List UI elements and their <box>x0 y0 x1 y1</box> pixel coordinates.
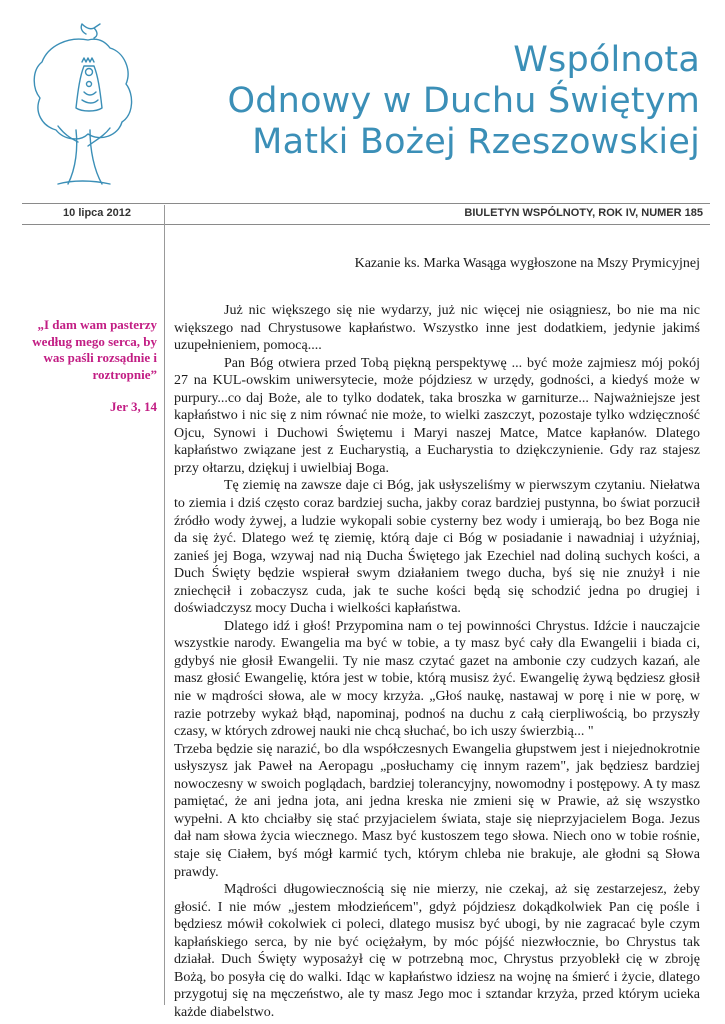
article-paragraph: Mądrości długowiecznością się nie mierzy, nie czekaj, aż się zestarzejesz, żeby głosić. I nie mów „jestem młodzieńcem", gdyż pójdziesz dokądkolwiek Pan cię pośle i będziesz mówił cokolwiek ci poleci, dlatego musisz być ubogi, by nie zagracać byle czym kapłańskiego serca, by nie być ociężałym, by móc pójść niezwłocznie, bo Chrystus tak działał. Duch Święty wyposażył cię w potrzebną moc, Chrystus przyoblekł cię w zbroję Bożą, bo posyła cię do walki. Idąc w kapłaństwo idziesz na wojnę na śmierć i życie, dlatego przygotuj się na męczeństwo, ale ty masz Jego moc i sztandar krzyża, przed którym ucieka każde diabelstwo. <box>174 882 700 1020</box>
masthead-title <box>180 40 700 163</box>
header-bottom-rule <box>22 224 710 225</box>
article-paragraph: Dlatego idź i głoś! Przypomina nam o tej powinności Chrystus. Idźcie i nauczajcie wszystkie narody. Ewangelia ma być w tobie, a ty masz być cały dla Ewangelii i biada ci, gdybyś nie głosił Ewangelii. Ty nie masz czytać gazet na ambonie czy cudzych kazań, ale masz głosić Ewangelię, która jest w tobie, którą musisz żyć. Ewangelię żywą będziesz głosił nie w mądrości słowa, ale w mocy krzyża. „Głoś naukę, nastawaj w porę i nie w porę, w razie potrzeby wykaż błąd, napominaj, podnoś na duchu z całą cierpliwością, bo przyszły czasy, w których zdrowej nauki nie chcą słuchać, bo ich uszy świerzbią... " <box>174 618 700 740</box>
issue-date: 10 lipca 2012 <box>63 207 131 219</box>
article-paragraph: Już nic większego się nie wydarzy, już nic więcej nie osiągniesz, bo nie ma nic większego nad Chrystusowe kapłaństwo. Wszystko inne jest dodatkiem, jedynie jakimś uzupełnieniem, pomocą.... <box>174 303 700 354</box>
quote-reference: Jer 3, 14 <box>109 399 157 414</box>
article-paragraph: Trzeba będzie się narazić, bo dla współczesnych Ewangelia głupstwem jest i niejednokrotnie usłyszysz jak Paweł na Aeropagu „posłuchamy cię innym razem", jak będziesz bardziej nowoczesny w swoich poglądach, bardziej tolerancyjny, nowomodny i postępowy. A ty masz pamiętać, że ani jedna jota, ani jedna kreska nie zmieni się w Prawie, aż się wszystko wypełni. A kto chciałby się stać przyjacielem świata, staje się nieprzyjacielem Boga. Jezus dał nam słowa życia wiecznego. Masz być kustoszem tego słowa. Niech ono w tobie rośnie, staje się Ciałem, byś mógł karmić tych, którym chleba nie brakuje, ale głodni są Słowa prawdy. <box>174 741 700 880</box>
title-line-3: Matki Bożej Rzeszowskiej <box>252 122 700 162</box>
tree-dove-madonna-icon <box>28 22 138 188</box>
issue-number: BIULETYN WSPÓLNOTY, ROK IV, NUMER 185 <box>464 207 703 219</box>
sidebar-quote <box>20 317 157 416</box>
article <box>174 255 700 1021</box>
article-subtitle: Kazanie ks. Marka Wasąga wygłoszone na Mszy Prymicyjnej <box>354 256 700 271</box>
quote-text: „I dam wam pasterzy według mego serca, by was paśli rozsądnie i roztropnie” <box>32 317 157 382</box>
header-top-rule <box>22 203 710 204</box>
article-paragraph: Pan Bóg otwiera przed Tobą piękną perspektywę ... być może zajmiesz mój pokój 27 na KUL-owskim uniwersytecie, może pójdziesz w urzędy, godności, a kiedyś może w purpury...co daj Boże, ale to tylko dodatek, taka broszka w garniturze... Najważniejsze jest kapłaństwo i nic się z nim równać nie może, to wielki zaszczyt, pozostaje tylko wdzięczność Ojcu, Synowi i Duchowi Świętemu i Maryi naszej Matce, Matce kapłanów. Dlatego kapłaństwo związane jest z Eucharystią, a Eucharystia to dziękczynienie. Gdy raz stajesz przy ołtarzu, dziękuj i uwielbiaj Boga. <box>174 355 700 476</box>
article-paragraph: Tę ziemię na zawsze daje ci Bóg, jak usłyszeliśmy w pierwszym czytaniu. Niełatwa to ziemia i dziś często coraz bardziej sucha, jakby coraz bardziej pustynna, bo świat porzucił źródło wody żywej, a ludzie wykopali sobie cysterny bez wody i umierają, bo bez Boga nie da się żyć. Dlatego weź tę ziemię, którą daje ci Bóg w posiadanie i nawadniaj i użyźniaj, zanieś jej Boga, wzywaj nad nią Ducha Świętego jak Ezechiel nad doliną suchych kości, a Duch Święty będzie wspierał swym działaniem twego ducha, byś się nie znużył i nie zniechęcił i zobaczysz cuda, jak te suche kości będą się schodzić jedna po drugiej i doświadczysz mocy Ducha i wielkości kapłaństwa. <box>174 478 700 617</box>
column-divider <box>164 205 165 1005</box>
title-line-1: Wspólnota <box>513 40 700 80</box>
title-line-2: Odnowy w Duchu Świętym <box>227 81 700 121</box>
